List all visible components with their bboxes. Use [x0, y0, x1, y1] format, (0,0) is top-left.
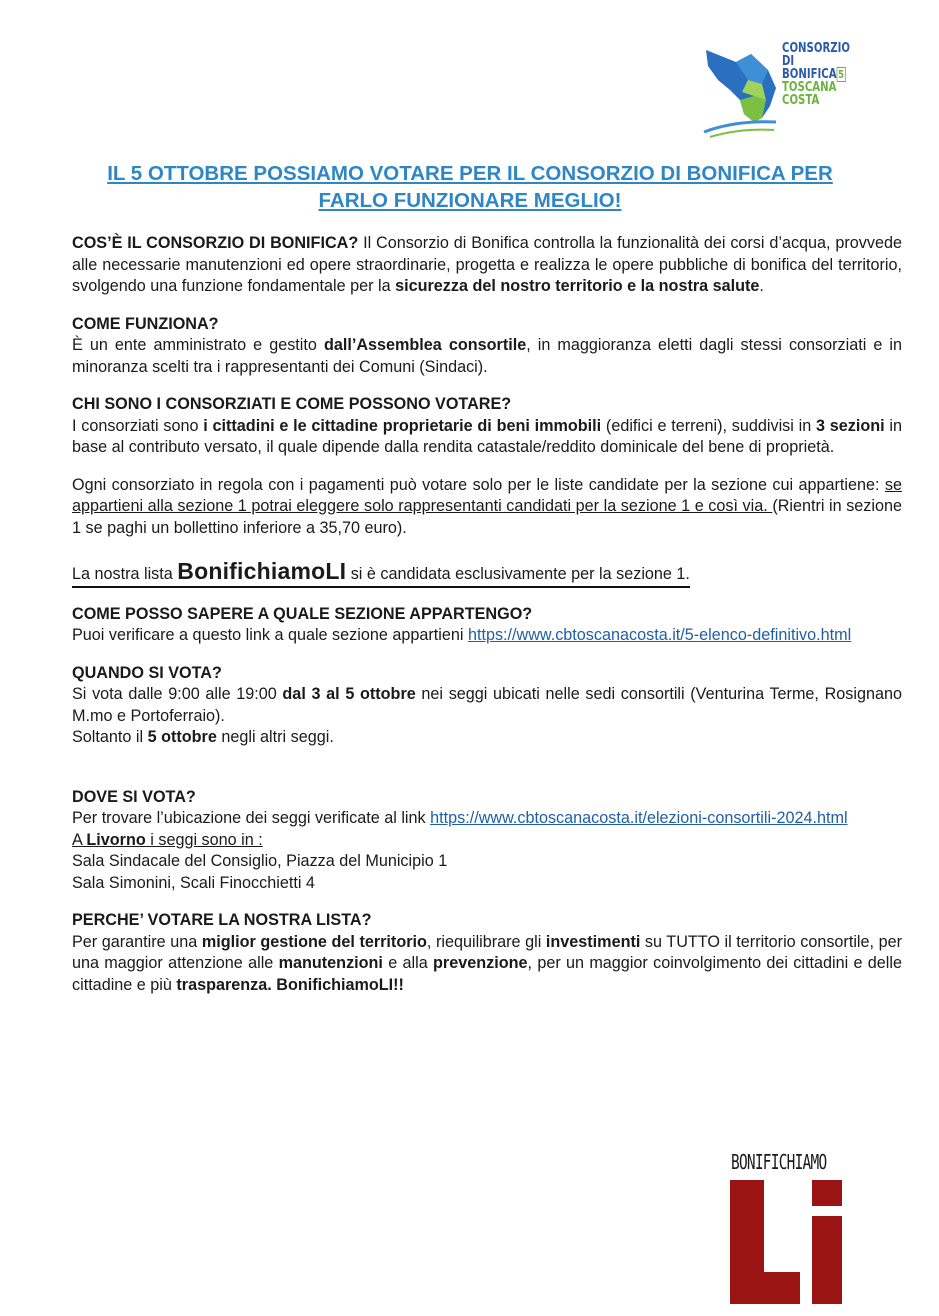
section-bold: sicurezza del nostro territorio e la nostra salute — [395, 277, 760, 295]
section-text: i seggi sono in : — [145, 830, 263, 849]
section-text: (edifici e terreni), suddivisi in — [601, 416, 816, 435]
logo-wordmark — [782, 42, 850, 107]
page-title — [60, 160, 880, 214]
section-bold: trasparenza. BonifichiamoLI!! — [176, 975, 404, 994]
section-heading: PERCHE’ VOTARE LA NOSTRA LISTA? — [72, 911, 372, 929]
section-text: I consorziati sono — [72, 416, 204, 435]
section-text-end: . — [759, 277, 764, 295]
lista-name: BonifichiamoLI — [177, 558, 347, 584]
elezioni-link[interactable]: https://www.cbtoscanacosta.it/elezioni-consortili-2024.html — [430, 809, 848, 827]
section-what-is — [72, 233, 902, 298]
section-text: Puoi verificare a questo link a quale sezione appartieni — [72, 626, 468, 644]
section-text: e alla — [382, 954, 434, 972]
section-heading: CHI SONO I CONSORZIATI E COME POSSONO VOTARE? — [72, 395, 512, 413]
logo-line-2-text: DI BONIFICA — [782, 54, 837, 82]
section-text: Per trovare l’ubicazione dei seggi verificate al link — [72, 809, 431, 827]
section-heading: COME FUNZIONA? — [72, 314, 219, 333]
section-bold: 3 sezioni — [815, 416, 885, 435]
section-bold: i cittadini e le cittadine proprietarie di beni immobili — [203, 416, 602, 435]
section-text: negli altri seggi. — [216, 728, 334, 746]
section-bold: dall’Assemblea consortile — [323, 336, 527, 354]
section-bold: dal 3 al 5 ottobre — [282, 685, 416, 703]
section-text: Ogni consorziato in regola con i pagamenti può votare solo per le liste candidate per la sezione cui appartiene: — [72, 475, 885, 494]
section-why-vote — [72, 910, 902, 996]
section-text: Soltanto il — [72, 728, 148, 746]
logo-line-2 — [782, 55, 850, 81]
section-heading: DOVE SI VOTA? — [72, 787, 196, 806]
logo-line-3: TOSCANA — [782, 80, 837, 95]
section-heading: COME POSSO SAPERE A QUALE SEZIONE APPARTENGO? — [72, 604, 533, 623]
section-text: , per un maggior coinvolgimento dei cittadini e delle cittadine e più — [72, 954, 902, 994]
section-voting-rules — [72, 475, 902, 540]
logo-line-1: CONSORZIO — [782, 41, 851, 56]
document-body — [72, 233, 902, 996]
section-heading: COS’È IL CONSORZIO DI BONIFICA? — [72, 234, 359, 252]
section-bold: investimenti — [545, 932, 641, 951]
li-letters-icon — [724, 1176, 854, 1316]
section-text: (Rientri in sezione 1 se paghi un bollettino inferiore a 35,70 euro). — [72, 497, 903, 537]
section-text: , riequilibrare gli — [426, 932, 546, 951]
title-line-2: FARLO FUNZIONARE MEGLIO! — [318, 189, 622, 212]
section-bold: 5 ottobre — [147, 728, 217, 746]
section-bold: prevenzione — [433, 954, 528, 972]
section-bold: miglior gestione del territorio — [201, 932, 427, 951]
section-text: , in maggioranza eletti dagli stessi consorziati e in minoranza scelti tra i rappresentanti dei Comuni (Sindaci). — [72, 336, 903, 376]
consorzio-logo — [696, 40, 866, 140]
section-heading: QUANDO SI VOTA? — [72, 663, 222, 682]
section-text: Si vota dalle 9:00 alle 19:00 — [72, 685, 283, 703]
title-line-1: IL 5 OTTOBRE POSSIAMO VOTARE PER IL CONSORZIO DI BONIFICA PER — [107, 162, 833, 185]
section-how-it-works — [72, 314, 902, 379]
section-when — [72, 663, 902, 749]
bonifichiamo-wordmark: BONIFICHIAMO — [731, 1150, 827, 1174]
livorno-line — [72, 831, 263, 849]
logo-number: 5 — [838, 68, 845, 81]
seggio-2: Sala Simonini, Scali Finocchietti 4 — [72, 873, 315, 892]
section-text: su TUTTO il territorio consortile, per una maggior attenzione alle — [72, 932, 902, 972]
section-text: in base al contributo versato, il quale dipende dalla rendita catastale/reddito dominicale del bene di proprietà. — [72, 416, 902, 456]
lista-pre: La nostra lista — [72, 565, 178, 583]
lista-post: si è candidata esclusivamente per la sezione 1. — [346, 565, 690, 583]
section-underlined: se appartieni alla sezione 1 potrai eleggere solo rappresentanti candidati per la sezione 1 e così via. — [72, 475, 902, 515]
seggio-1: Sala Sindacale del Consiglio, Piazza del Municipio 1 — [72, 852, 448, 870]
lista-statement — [72, 558, 902, 588]
elenco-link[interactable]: https://www.cbtoscanacosta.it/5-elenco-definitivo.html — [467, 626, 852, 644]
section-text: A — [72, 830, 87, 849]
section-text: nei seggi ubicati nelle sedi consortili (Venturina Terme, Rosignano M.mo e Portoferraio). — [72, 685, 902, 725]
section-text: Il Consorzio di Bonifica controlla la funzionalità dei corsi d’acqua, provvede alle necessarie manutenzioni ed opere straordinarie, progetta e realizza le opere pubbliche di bonifica del territorio, svolgendo una funzione fondamentale per la — [72, 234, 902, 295]
section-text: È un ente amministrato e gestito — [72, 336, 324, 354]
section-where — [72, 787, 902, 895]
section-who-votes — [72, 394, 902, 459]
section-bold: Livorno — [86, 830, 146, 849]
logo-line-4: COSTA — [782, 93, 820, 108]
section-text: Per garantire una — [72, 932, 202, 951]
section-which-section — [72, 604, 902, 647]
lista-underlined — [72, 558, 690, 588]
section-bold: manutenzioni — [278, 954, 383, 972]
bonifichiamo-logo — [724, 1150, 854, 1310]
